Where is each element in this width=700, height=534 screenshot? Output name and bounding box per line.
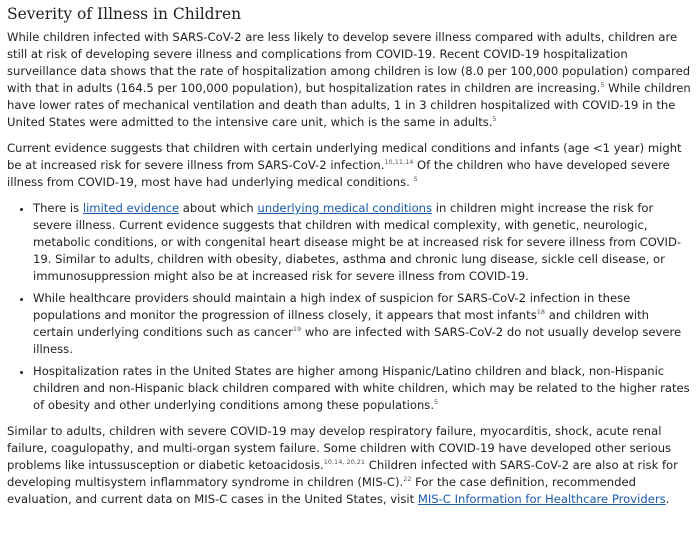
- bullet-text: about which: [179, 201, 258, 215]
- paragraph-severity-overview: [7, 29, 693, 131]
- bullet-item-suspicion-index: [33, 290, 693, 358]
- bullet-text: who are infected with SARS-CoV-2 do not usually develop severe illness.: [33, 325, 682, 356]
- reference-superscript: 5: [492, 115, 497, 124]
- paragraph-complications: [7, 423, 693, 508]
- reference-superscript: 5: [413, 175, 418, 184]
- limited-evidence-link[interactable]: limited evidence: [82, 201, 180, 215]
- paragraph-text: For the case definition, recommended evaluation, and current data on MIS-C cases in the United States, visit: [7, 475, 636, 506]
- section-heading: Severity of Illness in Children: [7, 5, 242, 23]
- paragraph-text: While children have lower rates of mechanical ventilation and death than adults, 1 in 3 children hospitalized with COVID-19 in the United States were admitted to the intensive care unit, which is the same in adults.: [7, 81, 691, 129]
- bullet-text: Hospitalization rates in the United States are higher among Hispanic/Latino children and black, non-Hispanic children and non-Hispanic black children compared with white children, which may be related to the higher rates of obesity and other underlying conditions among these populations.: [33, 364, 690, 412]
- reference-superscript: 5: [434, 398, 439, 407]
- reference-superscript: 5: [600, 81, 605, 90]
- paragraph-text: Current evidence suggests that children with certain underlying medical conditions and infants (age <1 year) might be at increased risk for severe illness from SARS-CoV-2 infection.: [7, 141, 682, 172]
- bullet-text: While healthcare providers should maintain a high index of suspicion for SARS-CoV-2 infection in these populations and monitor the progression of illness closely, it appears that most infants: [33, 291, 631, 322]
- bullet-text: in children might increase the risk for severe illness. Current evidence suggests that children with medical complexity, with genetic, neurologic, metabolic conditions, or with congenital heart disease might be at increased risk for severe illness from COVID-19. Similar to adults, children with obesity, diabetes, asthma and chronic lung disease, sickle cell disease, or immunosuppression might also be at increased risk for severe illness from COVID-19.: [33, 201, 682, 283]
- bullet-text: There is: [33, 201, 83, 215]
- bullet-list: [7, 200, 693, 414]
- reference-superscript: 22: [403, 475, 412, 484]
- paragraph-text: While children infected with SARS-CoV-2 are less likely to develop severe illness compared with adults, children are still at risk of developing severe illness and complications from COVID-19. Recent COVID-19 hospitalization surveillance data shows that the rate of hospitalization among children is low (8.0 per 100,000 population) compared with that in adults (164.5 per 100,000 population), but hospitalization rates in children are increasing.: [7, 30, 691, 95]
- bullet-item-limited-evidence: [33, 200, 693, 285]
- paragraph-text: Children infected with SARS-CoV-2 are also at risk for developing multisystem inflammatory syndrome in children (MIS-C).: [7, 458, 678, 489]
- bullet-item-hospitalization-rates: [33, 363, 693, 414]
- reference-superscript: 10,14, 20,21: [323, 458, 366, 467]
- mis-c-info-link[interactable]: MIS-C Information for Healthcare Providers: [417, 492, 666, 506]
- paragraph-underlying-conditions: [7, 140, 693, 191]
- underlying-medical-conditions-link[interactable]: underlying medical conditions: [257, 201, 433, 215]
- bullet-text: and children with certain underlying conditions such as cancer: [33, 308, 650, 339]
- reference-superscript: 18: [536, 308, 546, 317]
- paragraph-text: Similar to adults, children with severe COVID-19 may develop respiratory failure, myocarditis, shock, acute renal failure, coagulopathy, and multi-organ system failure. Some children with COVID-19 have developed other serious problems like intussusception or diabetic ketoacidosis.: [7, 424, 672, 472]
- reference-superscript: 10,11,14: [384, 158, 414, 167]
- reference-superscript: 19: [292, 325, 302, 334]
- paragraph-text: .: [665, 492, 670, 506]
- paragraph-text: Of the children who have developed severe illness from COVID-19, most have had underlying medical conditions.: [7, 158, 670, 189]
